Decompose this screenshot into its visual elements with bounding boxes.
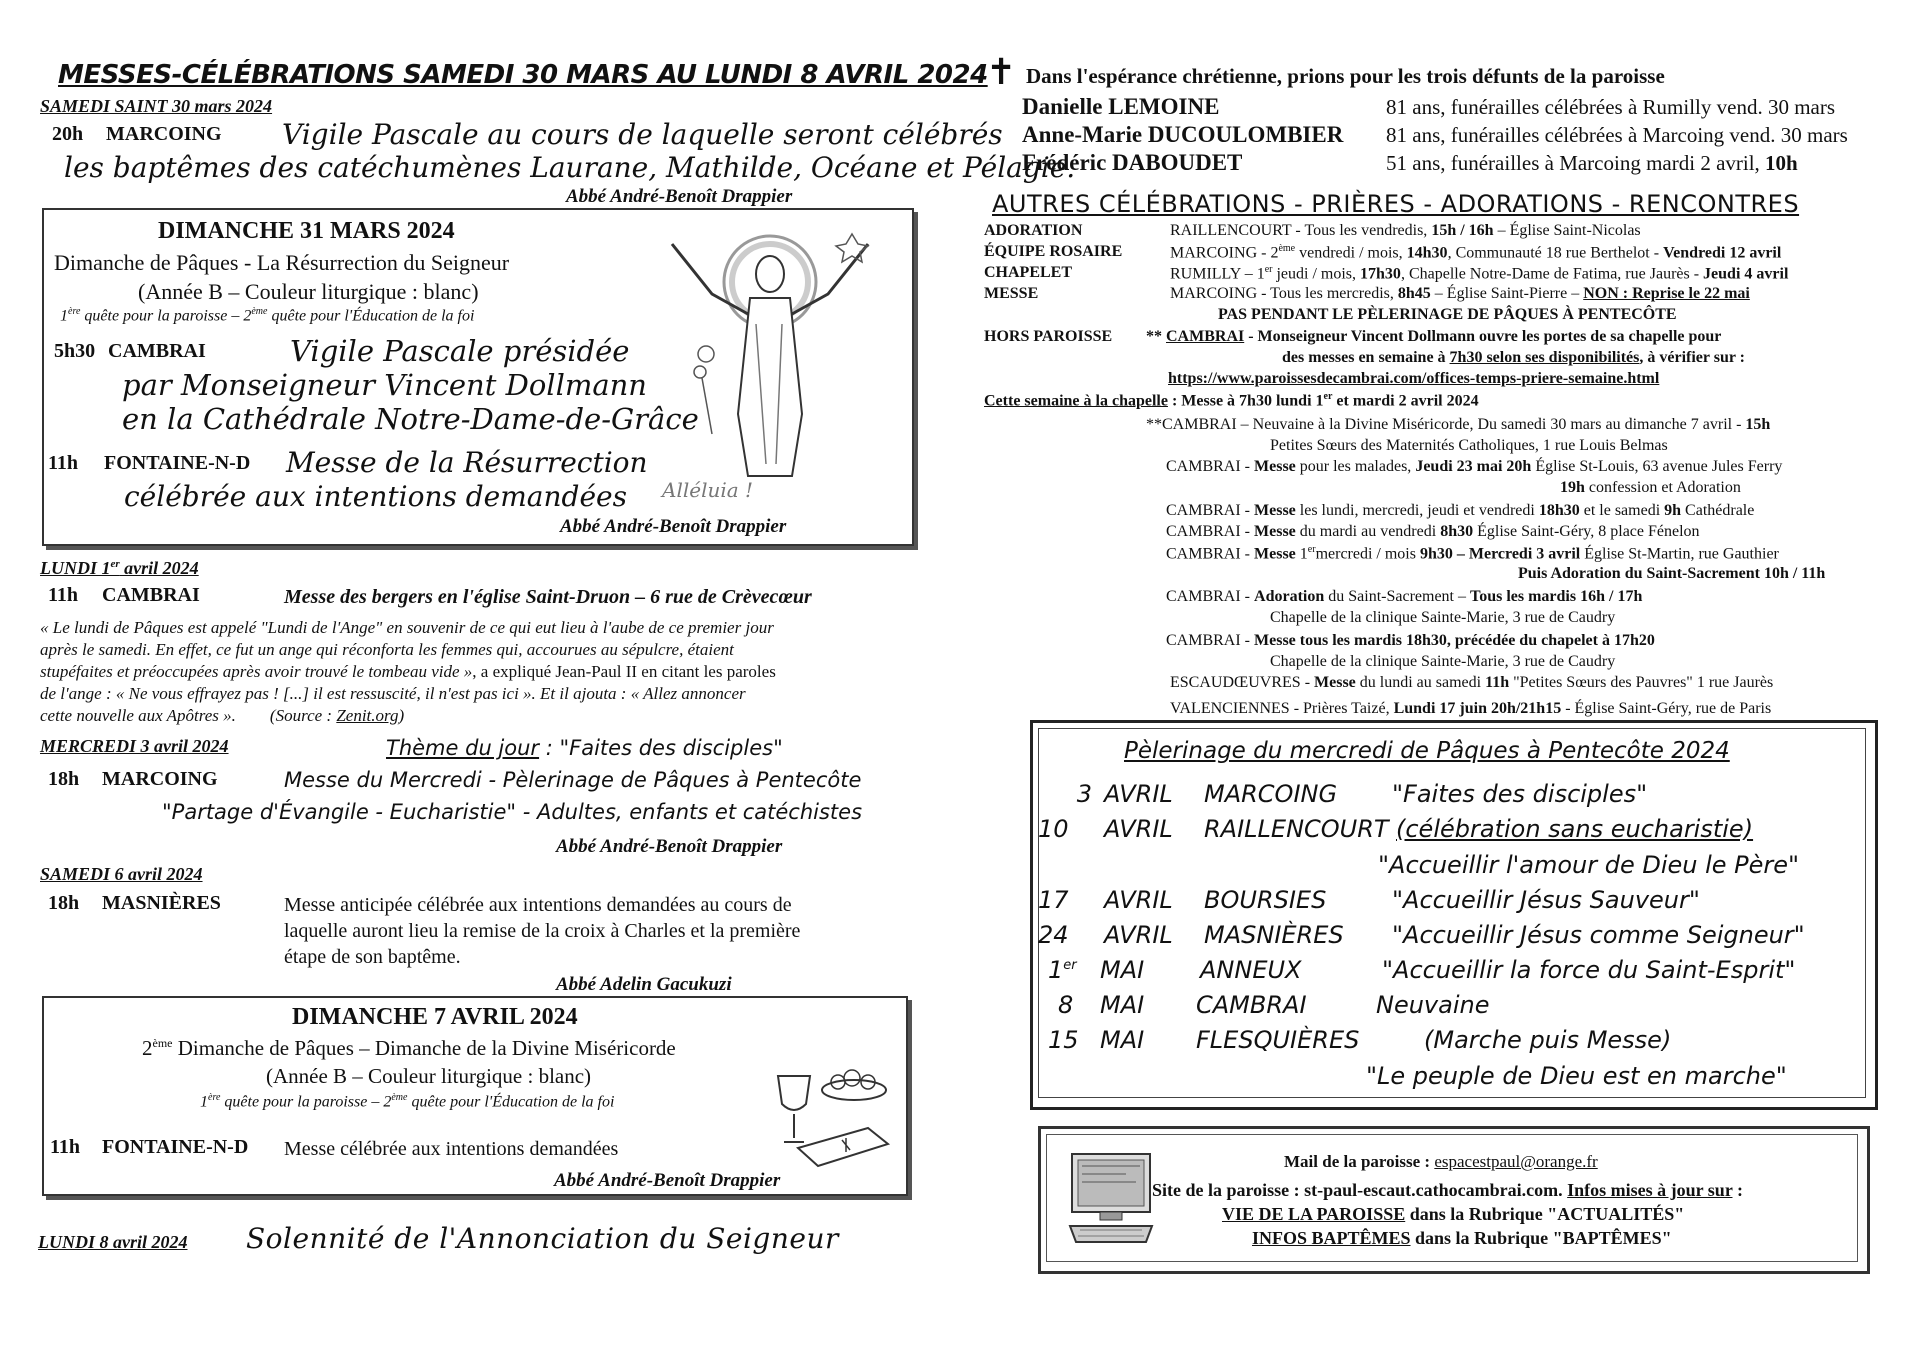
signature-dimanche-31: Abbé André-Benoît Drappier [560, 516, 787, 537]
time-dimanche-7: 11h [50, 1136, 81, 1158]
cambrai-saint-gery: CAMBRAI - Messe du mardi au vendredi 8h30 Église Saint-Géry, 8 place Fénelon [1166, 523, 1700, 540]
autres-title: AUTRES CÉLÉBRATIONS - PRIÈRES - ADORATIONS - RENCONTRES [992, 190, 1800, 218]
pel-place: CAMBRAI [1196, 991, 1307, 1019]
pel-theme: (Marche puis Messe) [1424, 1026, 1672, 1054]
messe-resurrection-2: célébrée aux intentions demandées [124, 480, 627, 513]
pel-theme: "Le peuple de Dieu est en marche" [1366, 1062, 1787, 1090]
defunt-name-2: Anne-Marie DUCOULOMBIER [1022, 122, 1344, 147]
date-lundi-8: LUNDI 8 avril 2024 [38, 1232, 188, 1252]
vigile-presidee-1: Vigile Pascale présidée [290, 334, 630, 368]
annee-dimanche-31: (Année B – Couleur liturgique : blanc) [138, 279, 479, 304]
info-rosaire: MARCOING - 2ème vendredi / mois, 14h30, Communauté 18 rue Berthelot - Vendredi 12 avril [1170, 243, 1782, 262]
link-infos-baptemes[interactable]: INFOS BAPTÊMES [1252, 1228, 1411, 1248]
pel-theme: Neuvaine [1376, 991, 1490, 1019]
mercredi-line1: Messe du Mercredi - Pèlerinage de Pâques à Pentecôte [284, 768, 862, 792]
label-rosaire: ÉQUIPE ROSAIRE [984, 243, 1123, 260]
vigile-line2: les baptêmes des catéchumènes Laurane, Mathilde, Océane et Pélagie. [64, 151, 1076, 184]
quete-dimanche-31: 1ère quête pour la paroisse – 2ème quête pour l'Éducation de la foi [60, 306, 475, 325]
time-samedi-saint: 20h [52, 123, 84, 145]
signature-mercredi-3: Abbé André-Benoît Drappier [556, 836, 783, 857]
time-5h30: 5h30 [54, 340, 96, 362]
pelerinage-row [1038, 886, 1700, 914]
time-samedi-6: 18h [48, 892, 80, 914]
pelerinage-row [1048, 1026, 1671, 1054]
cambrai-cathedrale: CAMBRAI - Messe les lundi, mercredi, jeudi et vendredi 18h30 et le samedi 9h Cathédrale [1166, 502, 1755, 519]
pel-place: MASNIÈRES [1204, 921, 1344, 949]
pel-day: 10 [1038, 815, 1069, 843]
cambrai-adoration-line2: Chapelle de la clinique Sainte-Marie, 3 rue de Caudry [1270, 609, 1616, 626]
info-hors-paroisse: ** CAMBRAI - Monseigneur Vincent Dollmann ouvre les portes de sa chapelle pour [1146, 328, 1722, 345]
pel-theme: "Accueillir l'amour de Dieu le Père" [1378, 851, 1800, 879]
defunt-info-1: 81 ans, funérailles célébrées à Rumilly vend. 30 mars [1386, 95, 1836, 119]
date-lundi-1: LUNDI 1er avril 2024 [40, 558, 199, 578]
subtitle-dimanche-7: 2ème Dimanche de Pâques – Dimanche de la Divine Miséricorde [142, 1036, 676, 1060]
messe-resurrection-1: Messe de la Résurrection [286, 446, 648, 479]
samedi-6-line2: laquelle auront lieu la remise de la croix à Charles et la première [284, 920, 801, 942]
pelerinage-row [1050, 780, 1647, 808]
page-title: MESSES-CÉLÉBRATIONS SAMEDI 30 MARS AU LUNDI 8 AVRIL 2024 [58, 60, 988, 90]
info-messe-line2: PAS PENDANT LE PÈLERINAGE DE PÂQUES À PENTECÔTE [1218, 306, 1677, 323]
pel-month: MAI [1100, 1026, 1145, 1054]
pel-theme: "Faites des disciples" [1392, 780, 1648, 808]
pelerinage-title: Pèlerinage du mercredi de Pâques à Pentecôte 2024 [1124, 738, 1730, 764]
quote-line1: « Le lundi de Pâques est appelé "Lundi de l'Ange" en souvenir de ce qui eut lieu à l'aube de ce premier jour [40, 618, 774, 637]
pel-day: 8 [1058, 991, 1074, 1019]
cambrai-saint-martin: CAMBRAI - Messe 1ermercredi / mois 9h30 – Mercredi 3 avril Église St-Martin, rue Gauthier [1166, 544, 1779, 563]
contact-infos: INFOS BAPTÊMES dans la Rubrique "BAPTÊMES" [1252, 1228, 1672, 1248]
signature-samedi-6: Abbé Adelin Gacukuzi [556, 974, 732, 995]
pel-month: MAI [1100, 956, 1145, 984]
info-messe: MARCOING - Tous les mercredis, 8h45 – Église Saint-Pierre – NON : Reprise le 22 mai [1170, 285, 1750, 302]
signature-samedi: Abbé André-Benoît Drappier [566, 186, 793, 207]
risen-christ-illustration [652, 214, 890, 504]
computer-icon [1066, 1150, 1156, 1248]
link-vie-paroisse[interactable]: VIE DE LA PAROISSE [1222, 1204, 1406, 1224]
label-adoration: ADORATION [984, 222, 1083, 239]
vigile-presidee-2: par Monseigneur Vincent Dollmann [122, 368, 647, 402]
annee-dimanche-7: (Année B – Couleur liturgique : blanc) [266, 1064, 592, 1088]
pel-place: ANNEUX [1200, 956, 1302, 984]
pelerinage-row [1038, 815, 1753, 843]
pel-month: MAI [1100, 991, 1145, 1019]
info-semaine-chapelle: Cette semaine à la chapelle : Messe à 7h30 lundi 1er et mardi 2 avril 2024 [984, 391, 1479, 410]
pel-place: RAILLENCOURT [1204, 815, 1389, 843]
pel-day: 1er [1048, 956, 1077, 984]
place-dimanche-7: FONTAINE-N-D [102, 1136, 249, 1158]
date-mercredi-3: MERCREDI 3 avril 2024 [40, 736, 229, 756]
defunt-name-3: Frédéric DABOUDET [1022, 150, 1243, 175]
samedi-6-line1: Messe anticipée célébrée aux intentions demandées au cours de [284, 894, 792, 916]
quote-line3: stupéfaites et préoccupées après avoir trouvé le tombeau vide », a expliqué Jean-Paul II en citant les paroles [40, 662, 776, 681]
info-adoration: RAILLENCOURT - Tous les vendredis, 15h / 16h – Église Saint-Nicolas [1170, 222, 1641, 239]
defunt-info-2: 81 ans, funérailles célébrées à Marcoing vend. 30 mars [1386, 123, 1848, 147]
vigile-line1: Vigile Pascale au cours de laquelle seront célébrés [282, 118, 1003, 151]
cambrai-neuvaine-line2: Petites Sœurs des Maternités Catholiques, 1 rue Louis Belmas [1270, 437, 1668, 454]
desc-lundi-1: Messe des bergers en l'église Saint-Druon – 6 rue de Crèvecœur [284, 586, 812, 608]
vigile-presidee-3: en la Cathédrale Notre-Dame-de-Grâce [122, 402, 699, 436]
signature-dimanche-7: Abbé André-Benoît Drappier [554, 1170, 781, 1191]
cambrai-messe-mardi-line2: Chapelle de la clinique Sainte-Marie, 3 rue de Caudry [1270, 653, 1616, 670]
defunts-intro: Dans l'espérance chrétienne, prions pour les trois défunts de la paroisse [1026, 64, 1665, 88]
place-samedi-saint: MARCOING [106, 123, 222, 145]
pel-day: 24 [1038, 921, 1069, 949]
pel-place: MARCOING [1204, 780, 1338, 808]
pel-theme: "Accueillir la force du Saint-Esprit" [1382, 956, 1796, 984]
pel-month: AVRIL [1104, 921, 1173, 949]
time-mercredi-3: 18h [48, 768, 80, 790]
theme-mercredi-3: Thème du jour : "Faites des disciples" [386, 736, 783, 760]
pel-month: AVRIL [1104, 886, 1173, 914]
time-11h-fontaine: 11h [48, 452, 79, 474]
date-samedi-6: SAMEDI 6 avril 2024 [40, 864, 203, 884]
alleluia-label: Alléluia ! [662, 478, 754, 502]
cambrai-neuvaine: **CAMBRAI – Neuvaine à la Divine Miséricorde, Du samedi 30 mars au dimanche 7 avril - 15h [1146, 416, 1771, 433]
pelerinage-row [1038, 921, 1805, 949]
label-messe: MESSE [984, 285, 1039, 302]
place-mercredi-3: MARCOING [102, 768, 218, 790]
pel-day: 3 [1076, 780, 1092, 808]
pel-theme: "Accueillir Jésus comme Seigneur" [1392, 921, 1805, 949]
place-lundi-1: CAMBRAI [102, 584, 200, 606]
contact-mail: Mail de la paroisse : espacestpaul@orange.fr [1284, 1152, 1598, 1171]
quote-line4: de l'ange : « Ne vous effrayez pas ! [...] il est ressuscité, il n'est pas ici ». Et il ajouta : « Allez annoncer [40, 684, 746, 703]
title-dimanche-7: DIMANCHE 7 AVRIL 2024 [292, 1004, 578, 1030]
pel-theme: "Accueillir Jésus Sauveur" [1392, 886, 1700, 914]
pelerinage-row [1378, 851, 1799, 879]
mercredi-line2: "Partage d'Évangile - Eucharistie" - Adultes, enfants et catéchistes [162, 800, 863, 824]
cross-icon: ✝ [986, 52, 1017, 92]
pel-month: AVRIL [1104, 815, 1173, 843]
desc-dimanche-7: Messe célébrée aux intentions demandées [284, 1138, 619, 1160]
valenciennes-taize: VALENCIENNES - Prières Taizé, Lundi 17 juin 20h/21h15 - Église Saint-Géry, rue de Paris [1170, 700, 1772, 717]
cambrai-saint-martin-line2: Puis Adoration du Saint-Sacrement 10h / 11h [1518, 565, 1826, 582]
pel-day: 17 [1038, 886, 1069, 914]
place-cambrai-5h30: CAMBRAI [108, 340, 206, 362]
title-lundi-8: Solennité de l'Annonciation du Seigneur [246, 1222, 839, 1255]
link-cambrai-offices[interactable]: https://www.paroissesdecambrai.com/offices-temps-priere-semaine.html [1168, 370, 1660, 387]
date-samedi-saint: SAMEDI SAINT 30 mars 2024 [40, 96, 273, 116]
label-hors-paroisse: HORS PAROISSE [984, 328, 1113, 345]
place-samedi-6: MASNIÈRES [102, 892, 221, 914]
contact-vie: VIE DE LA PAROISSE dans la Rubrique "ACTUALITÉS" [1222, 1204, 1685, 1224]
title-dimanche-31: DIMANCHE 31 MARS 2024 [158, 218, 455, 244]
quete-dimanche-7: 1ère quête pour la paroisse – 2ème quête pour l'Éducation de la foi [200, 1092, 615, 1111]
cambrai-messe-mardi: CAMBRAI - Messe tous les mardis 18h30, précédée du chapelet à 17h20 [1166, 632, 1655, 649]
cambrai-adoration-mardi: CAMBRAI - Adoration du Saint-Sacrement – Tous les mardis 16h / 17h [1166, 588, 1643, 605]
contact-site: Site de la paroisse : st-paul-escaut.cathocambrai.com. Infos mises à jour sur : [1152, 1180, 1743, 1200]
samedi-6-line3: étape de son baptême. [284, 946, 461, 968]
pelerinage-row [1058, 991, 1489, 1019]
place-fontaine: FONTAINE-N-D [104, 452, 251, 474]
pelerinage-row [1366, 1062, 1787, 1090]
pel-place: FLESQUIÈRES [1196, 1026, 1360, 1054]
pel-day: 15 [1048, 1026, 1079, 1054]
quote-line5: cette nouvelle aux Apôtres ». (Source : Zenit.org) [40, 706, 405, 725]
mail-link[interactable]: espacestpaul@orange.fr [1434, 1152, 1598, 1171]
escaudoeuvres-messe: ESCAUDŒUVRES - Messe du lundi au samedi 11h "Petites Sœurs des Pauvres" 1 rue Jaurès [1170, 674, 1774, 691]
info-chapelet: RUMILLY – 1er jeudi / mois, 17h30, Chapelle Notre-Dame de Fatima, rue Jaurès - Jeudi 4 avril [1170, 264, 1789, 283]
pel-month: AVRIL [1104, 780, 1173, 808]
pel-place: BOURSIES [1204, 886, 1327, 914]
defunt-name-1: Danielle LEMOINE [1022, 94, 1220, 119]
pel-theme: (célébration sans eucharistie) [1396, 815, 1754, 843]
label-chapelet: CHAPELET [984, 264, 1073, 281]
chalice-bread-book-illustration [772, 1064, 892, 1172]
pelerinage-row [1048, 956, 1795, 984]
defunt-info-3: 51 ans, funérailles à Marcoing mardi 2 avril, 10h [1386, 151, 1798, 175]
info-hors-line2: des messes en semaine à 7h30 selon ses disponibilités, à vérifier sur : [1282, 349, 1745, 366]
cambrai-malades: CAMBRAI - Messe pour les malades, Jeudi 23 mai 20h Église St-Louis, 63 avenue Jules Ferry [1166, 458, 1783, 475]
subtitle-dimanche-31: Dimanche de Pâques - La Résurrection du Seigneur [54, 250, 510, 275]
quote-line2: après le samedi. En effet, ce fut un ange qui réconforta les femmes qui, accourues au sépulcre, étaient [40, 640, 734, 659]
time-lundi-1: 11h [48, 584, 79, 606]
cambrai-malades-line2: 19h confession et Adoration [1560, 479, 1741, 496]
